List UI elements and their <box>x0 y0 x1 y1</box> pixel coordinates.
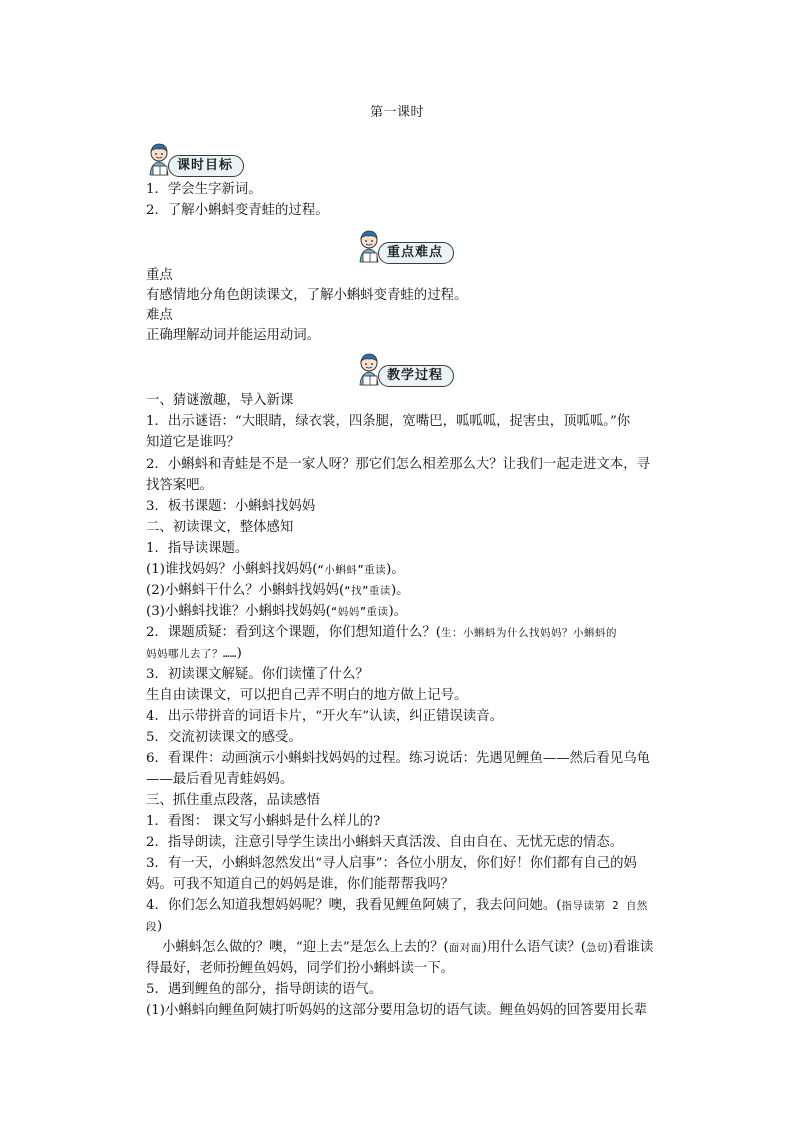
paragraph-line: 2．小蝌蚪和青蛙是不是一家人呀？那它们怎么相差那么大？让我们一起走进文本，寻 <box>146 457 650 472</box>
paragraph-line: 1．看图： 课文写小蝌蚪是什么样儿的? <box>146 814 381 829</box>
teacher-note: 妈妈哪儿去了？…… <box>146 648 237 660</box>
paragraph-line <box>146 917 162 937</box>
paragraph-line: 3．初读课文解疑。你们读懂了什么？ <box>146 667 369 682</box>
teacher-note: 面对面 <box>448 942 482 954</box>
paragraph-line: 1．指导读课题。 <box>146 541 249 556</box>
section-heading: 二、初读课文，整体感知 <box>146 520 294 535</box>
paragraph-line: 3．有一天，小蝌蚪忽然发出“寻人启事”：各位小朋友，你们好！你们都有自己的妈 <box>146 856 637 871</box>
sentence-text: ) <box>236 646 242 661</box>
paragraph-line: 得最好，老师扮鲤鱼妈妈，同学们扮小蝌蚪读一下。 <box>146 961 454 976</box>
paragraph-line: 找答案吧。 <box>146 478 213 493</box>
badge-label: 课时目标 <box>168 155 244 177</box>
paragraph-line <box>146 581 410 601</box>
sentence-text: (3)小蝌蚪找谁？小蝌蚪找妈妈( <box>146 604 331 619</box>
key-label: 重点 <box>146 268 173 283</box>
paragraph-line: 1．出示谜语：“大眼睛，绿衣裳，四条腿，宽嘴巴，呱呱呱，捉害虫，顶呱呱。”你 <box>146 414 631 429</box>
sentence-text: )。 <box>388 604 408 619</box>
paragraph-line <box>146 560 405 580</box>
teacher-note: “找”重读 <box>344 585 391 597</box>
sentence-text: )。 <box>386 562 405 577</box>
sentence-text: (2)小蝌蚪干什么？小蝌蚪找妈妈( <box>146 583 345 598</box>
sentence-text: 小蝌蚪怎么做的？噢，“迎上去”是怎么上去的？( <box>162 940 449 955</box>
paragraph-line <box>146 644 242 664</box>
sentence-text: )看谁读 <box>607 940 654 955</box>
sentence-text: )。 <box>390 583 410 598</box>
sentence-text: 4．你们怎么知道我想妈妈呢？噢，我看见鲤鱼阿姨了，我去问问她。( <box>146 898 562 913</box>
paragraph-line <box>146 602 407 622</box>
paragraph-line <box>162 938 653 958</box>
sentence-text: ) <box>157 919 163 934</box>
paragraph-line: 生自由读课文，可以把自己弄不明白的地方做上记号。 <box>146 688 468 703</box>
teacher-note: “妈妈”重读 <box>330 606 389 618</box>
paragraph-line: 2．指导朗读，注意引导学生读出小蝌蚪天真活泼、自由自在、无忧无虑的情态。 <box>146 835 624 850</box>
goal-item: 2．了解小蝌蚪变青蛙的过程。 <box>146 203 329 218</box>
difficulty-label: 难点 <box>146 308 173 323</box>
teacher-note: “小蝌蚪”重读 <box>317 564 387 576</box>
section-heading: 三、抓住重点段落，品读感悟 <box>146 793 321 808</box>
section-heading: 一、猜谜激趣，导入新课 <box>146 393 294 408</box>
paragraph-line: 4．出示带拼音的词语卡片，“开火车”认读，纠正错误读音。 <box>146 709 503 724</box>
sentence-text: )用什么语气读？( <box>481 940 586 955</box>
paragraph-line: 5．遇到鲤鱼的部分，指导朗读的语气。 <box>146 982 383 997</box>
teacher-note: 生：小蝌蚪为什么找妈妈？小蝌蚪的 <box>440 627 617 639</box>
page-title: 第一课时 <box>369 105 424 120</box>
teacher-note: 段 <box>146 921 157 933</box>
paragraph-line: 知道它是谁吗？ <box>146 435 240 450</box>
key-text: 有感情地分角色朗读课文，了解小蝌蚪变青蛙的过程。 <box>146 288 468 303</box>
paragraph-line: 6．看课件：动画演示小蝌蚪找妈妈的过程。练习说话：先遇见鲤鱼——然后看见乌龟 <box>146 751 650 766</box>
paragraph-line: 5．交流初读课文的感受。 <box>146 730 302 745</box>
paragraph-line <box>146 623 617 643</box>
badge-label: 重点难点 <box>378 242 454 264</box>
goal-item: 1．学会生字新词。 <box>146 182 262 197</box>
sentence-text: (1)谁找妈妈？小蝌蚪找妈妈( <box>146 562 318 577</box>
sentence-text: 2．课题质疑：看到这个课题，你们想知道什么？( <box>146 625 441 640</box>
difficulty-text: 正确理解动词并能运用动词。 <box>146 328 321 343</box>
paragraph-line: (1)小蝌蚪向鲤鱼阿姨打听妈妈的这部分要用急切的语气读。鲤鱼妈妈的回答要用长辈 <box>146 1003 648 1018</box>
teacher-note: 急切 <box>585 942 608 954</box>
teacher-note: 指导读第 2 自然 <box>561 900 648 912</box>
badge-label: 教学过程 <box>378 365 454 387</box>
paragraph-line: 3．板书课题：小蝌蚪找妈妈 <box>146 499 316 514</box>
paragraph-line <box>146 896 648 916</box>
paragraph-line: ——最后看见青蛙妈妈。 <box>146 772 294 787</box>
paragraph-line: 妈。可我不知道自己的妈妈是谁，你们能帮帮我吗？ <box>146 877 454 892</box>
